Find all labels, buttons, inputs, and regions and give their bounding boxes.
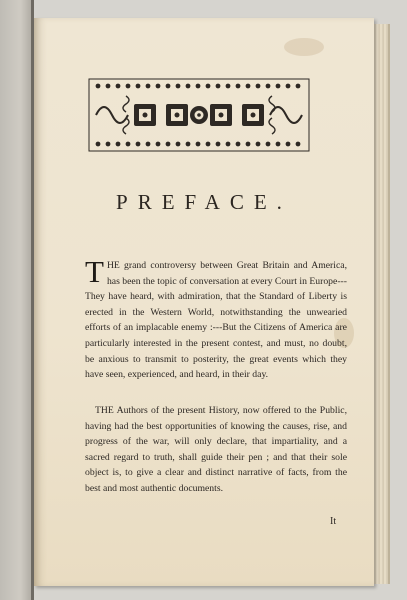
book-cover-board xyxy=(0,0,34,600)
preface-paragraph-2: THE Authors of the present History, now offered to the Public, having had the best opportunities of knowing the causes, rise, and progress of the war, will only declare, that impartiality, and a sacred regard to truth, shall guide their pen ; and that their sole object is, to give a clear and distinct narrative of facts, from the best and most authentic documents. xyxy=(85,405,347,494)
preface-paragraph-1 xyxy=(85,254,347,383)
page-edges xyxy=(372,24,390,584)
foxing-stain xyxy=(284,38,324,56)
book-page xyxy=(34,18,374,586)
decorative-headpiece-ornament xyxy=(86,76,312,154)
paragraph-text: HE grand controversy between Great Britain and America, has been the topic of conversation at every Court in Europe---They have heard, with admiration, that the Standard of Liberty is erected in the Western World, notwithstanding the unwearied efforts of an implacable enemy :---But the Citizens of America are particularly interested in the present contest, and must, no doubt, be anxious to transmit to posterity, the great events which they have seen, experienced, and heard, in their day. xyxy=(85,260,347,381)
catchword: It xyxy=(330,516,337,527)
page-title: PREFACE. xyxy=(116,190,292,214)
drop-cap: T xyxy=(85,254,104,289)
